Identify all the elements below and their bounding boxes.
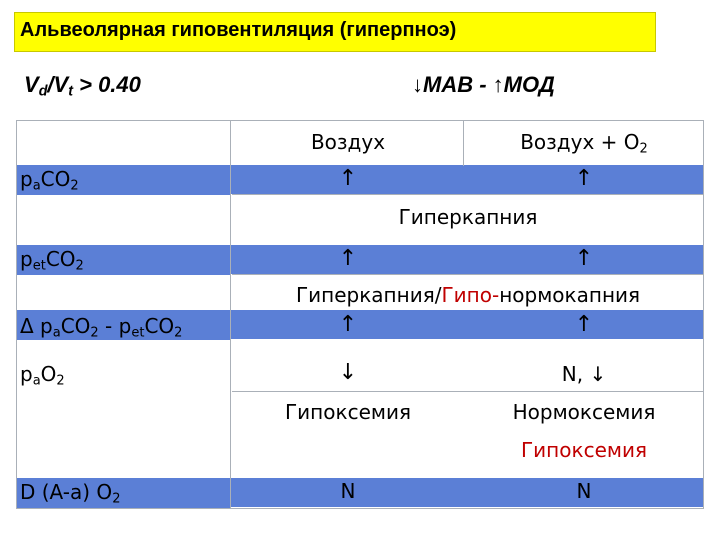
daao2-air-o2-value: N <box>576 479 592 503</box>
paco2-air-o2-arrow: ↑ <box>574 166 594 191</box>
pao2-air-o2-note-1: Нормоксемия <box>512 400 656 424</box>
pao2-air-note: Гипоксемия <box>284 400 411 424</box>
daao2-air-value: N <box>340 479 356 503</box>
vd-vt-ratio: $V_d/V_t > 0.40$ <box>24 72 141 100</box>
table-top-border <box>16 120 704 121</box>
row-divider <box>232 194 704 195</box>
column-header-air: Воздух <box>310 130 386 154</box>
paco2-air-arrow: ↑ <box>338 166 358 191</box>
ventilation-trend: ↓МАВ - ↑МОД <box>412 72 555 97</box>
page-title: Альвеолярная гиповентиляция (гиперпноэ) <box>20 19 457 41</box>
row-label-paco2: $p_aCO_2$ <box>20 167 79 194</box>
row-divider <box>232 274 704 275</box>
row-label-delta-co2: Δ $p_aCO_2 - p_{et}CO_2$ <box>20 314 183 341</box>
delta-air-o2-arrow: ↑ <box>574 312 594 337</box>
pao2-air-o2-note-2: Гипоксемия <box>520 438 647 462</box>
table-bottom-border <box>16 508 704 509</box>
column-header-air-o2: Воздух + $О_2$ <box>520 130 648 157</box>
petco2-air-arrow: ↑ <box>338 246 358 271</box>
paco2-conclusion: Гиперкапния <box>398 205 538 229</box>
row-divider <box>232 391 704 392</box>
row-label-daao2: D (A-a) $O_2$ <box>20 480 121 507</box>
delta-air-arrow: ↑ <box>338 312 358 337</box>
petco2-conclusion: Гиперкапния/Гипо-нормокапния <box>295 283 641 307</box>
petco2-air-o2-arrow: ↑ <box>574 246 594 271</box>
table-left-border <box>16 120 17 508</box>
row-label-petco2: $p_{et}CO_2$ <box>20 247 84 274</box>
pao2-air-o2-value: N, ↓ <box>561 362 607 386</box>
pao2-air-arrow: ↓ <box>338 360 358 385</box>
label-column-divider <box>230 120 231 508</box>
row-label-pao2: $p_aO_2$ <box>20 362 65 389</box>
